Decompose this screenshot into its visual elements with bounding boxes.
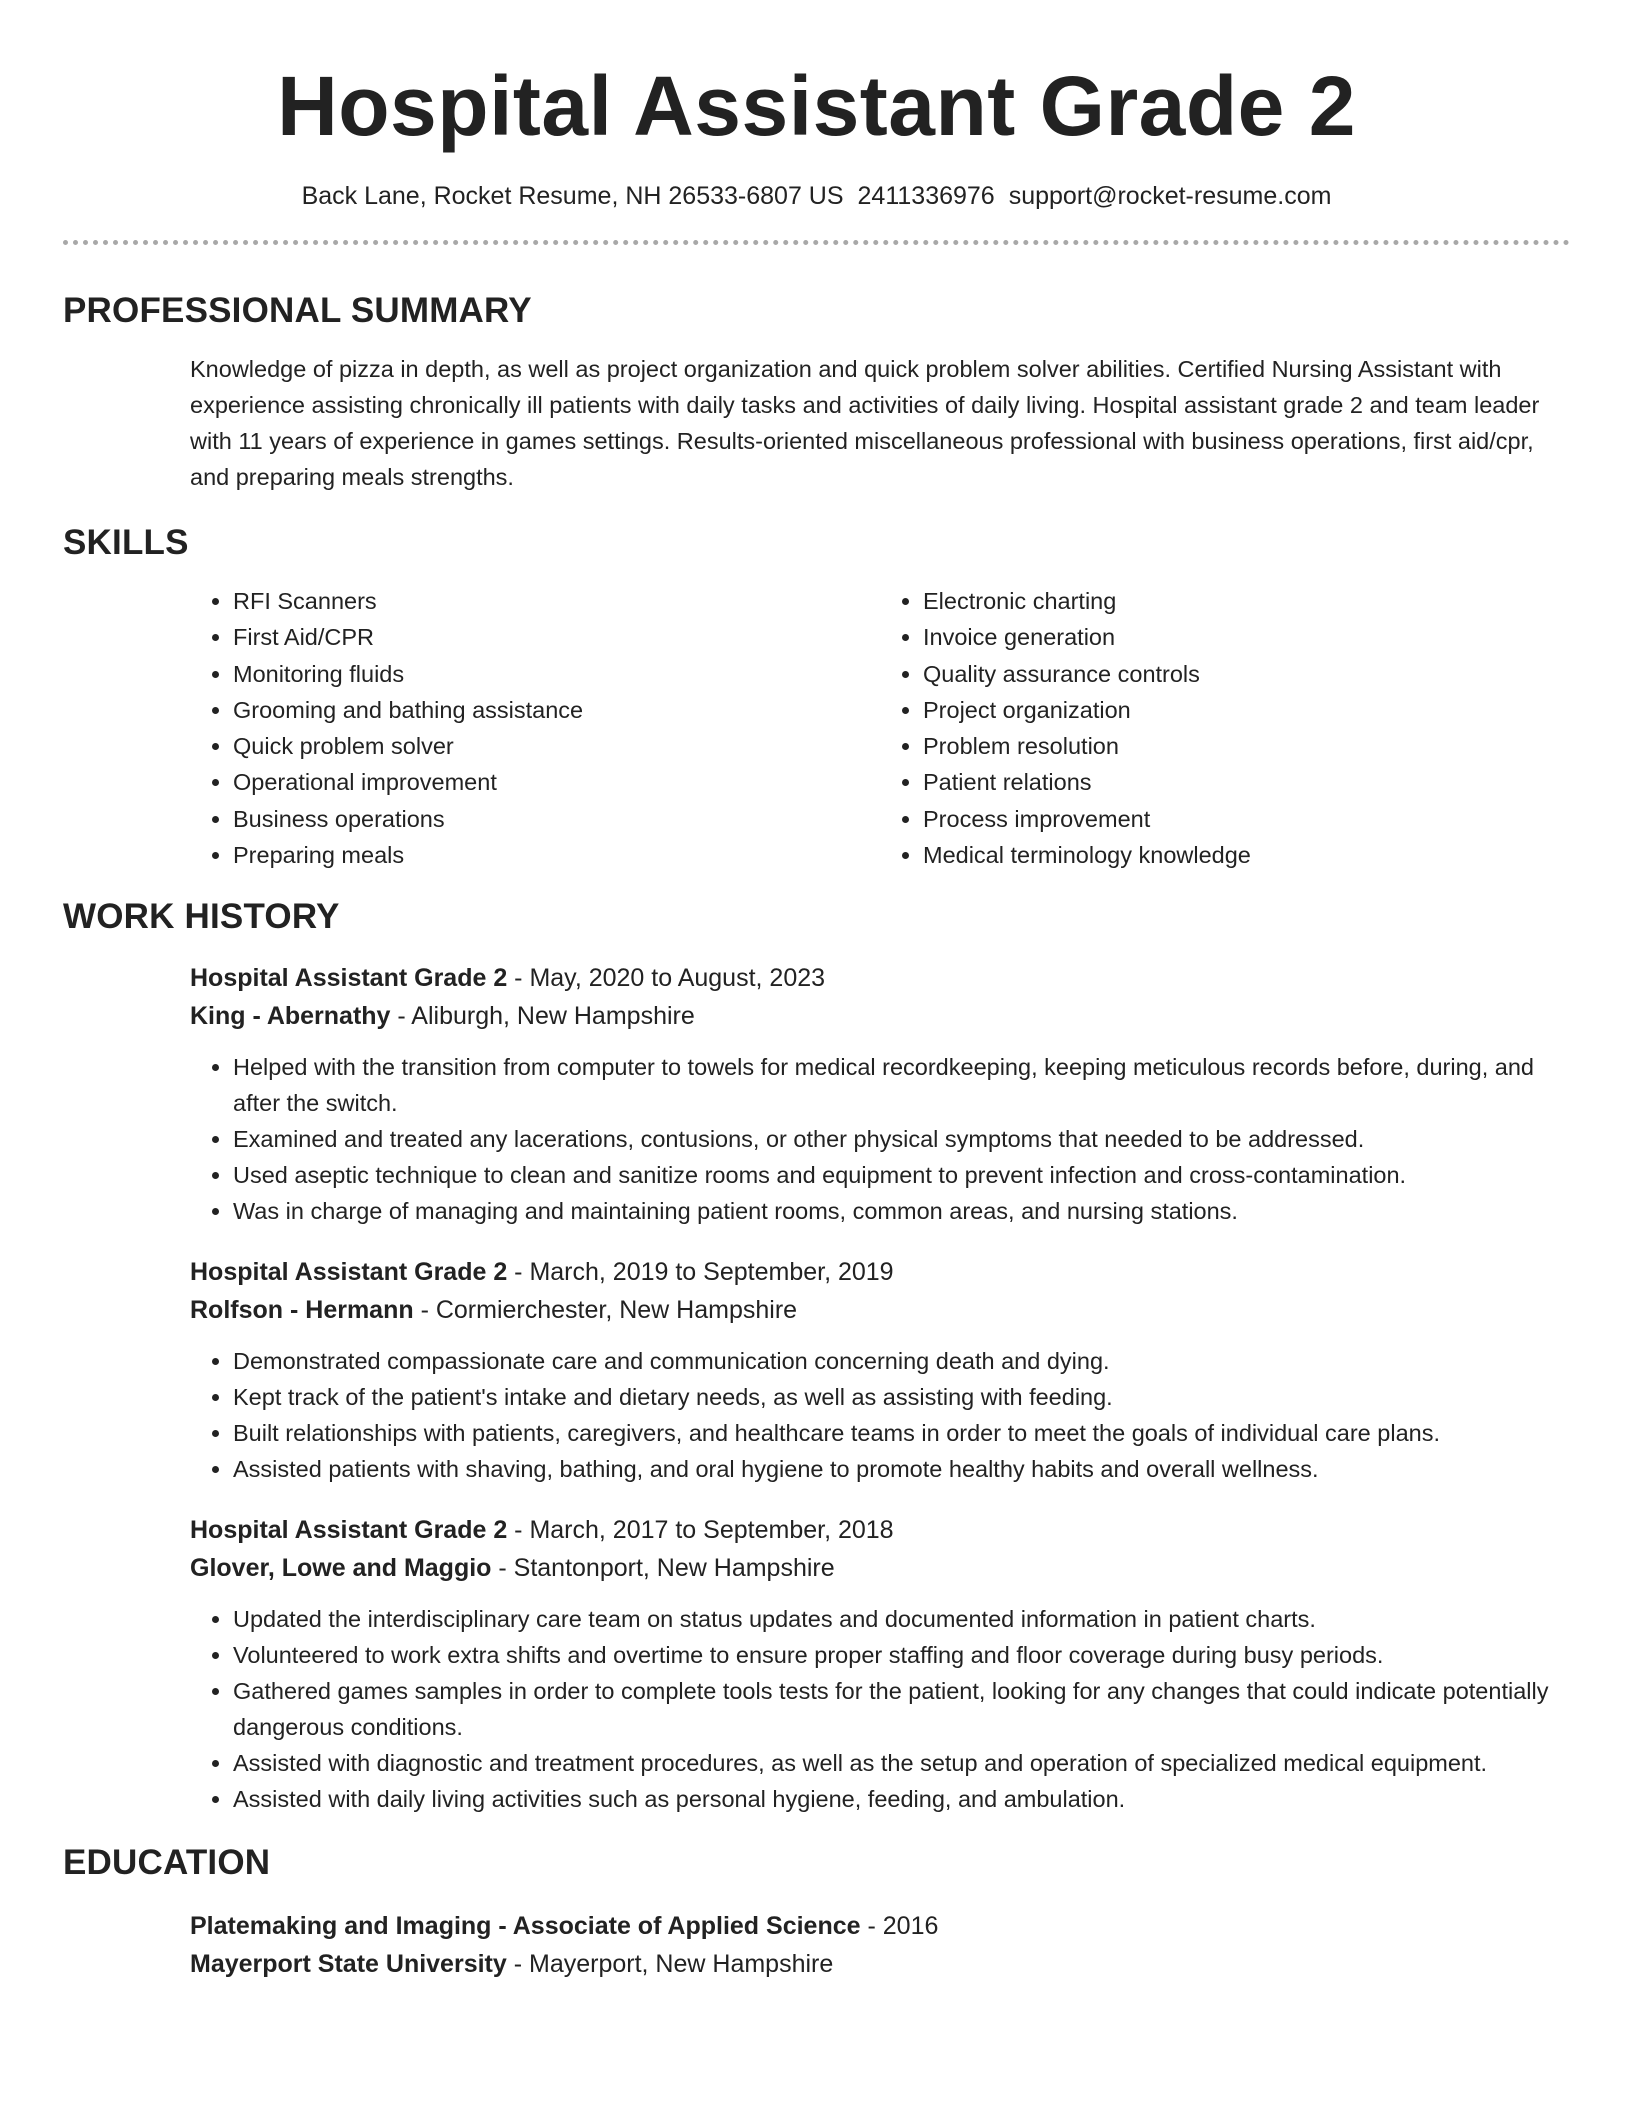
skill-item: • Monitoring fluids [233, 656, 880, 692]
education-year: - 2016 [860, 1912, 939, 1941]
header-divider [63, 240, 1570, 245]
skills-column-left [190, 583, 880, 873]
summary-heading: PROFESSIONAL SUMMARY [63, 291, 532, 330]
education-heading: EDUCATION [63, 1843, 271, 1883]
skill-item: • Grooming and bathing assistance [233, 692, 880, 728]
contact-line [63, 180, 1570, 212]
job-bullet: • Used aseptic technique to clean and sanitize rooms and equipment to prevent infection and cross-contamination. [233, 1157, 1570, 1193]
job-dates: - May, 2020 to August, 2023 [507, 964, 826, 993]
skill-item: • Quality assurance controls [923, 656, 1570, 692]
contact-phone: 2411336976 [857, 182, 995, 210]
skill-item: • RFI Scanners [233, 583, 880, 619]
education-location: - Mayerport, New Hampshire [506, 1950, 834, 1979]
job-company-line [190, 1549, 1570, 1587]
job-bullets [190, 1049, 1570, 1229]
skill-item: • Medical terminology knowledge [923, 837, 1570, 873]
job-entry [190, 1253, 1570, 1487]
skill-item: • Invoice generation [923, 619, 1570, 655]
job-bullet: • Volunteered to work extra shifts and overtime to ensure proper staffing and floor coverage during busy periods. [233, 1637, 1570, 1673]
contact-address: Back Lane, Rocket Resume, NH 26533-6807 US [301, 182, 844, 210]
work-history-heading: WORK HISTORY [63, 897, 340, 937]
job-bullet: • Was in charge of managing and maintaining patient rooms, common areas, and nursing stations. [233, 1193, 1570, 1229]
job-bullets [190, 1601, 1570, 1817]
skill-item: • First Aid/CPR [233, 619, 880, 655]
skill-item: • Electronic charting [923, 583, 1570, 619]
job-location: - Stantonport, New Hampshire [491, 1554, 835, 1583]
job-company: Rolfson - Hermann [190, 1296, 414, 1325]
job-bullet: • Built relationships with patients, caregivers, and healthcare teams in order to meet the goals of individual care plans. [233, 1415, 1570, 1451]
skills-heading: SKILLS [63, 523, 189, 562]
job-company-line [190, 1291, 1570, 1329]
job-dates: - March, 2017 to September, 2018 [507, 1516, 894, 1545]
education-degree-line [190, 1907, 1570, 1945]
job-role: Hospital Assistant Grade 2 [190, 1516, 508, 1545]
job-company: Glover, Lowe and Maggio [190, 1554, 492, 1583]
summary-text: Knowledge of pizza in depth, as well as project organization and quick problem solver abilities. Certified Nursing Assistant with experience assisting chronically ill patients with daily tasks and activities of daily living. Hospital assistant grade 2 and team leader with 11 years of experience in games settings. Results-oriented miscellaneous professional with business operations, first aid/cpr, and preparing meals strengths. [190, 356, 1540, 490]
job-company-line [190, 997, 1570, 1035]
job-company: King - Abernathy [190, 1002, 391, 1031]
job-role: Hospital Assistant Grade 2 [190, 964, 508, 993]
job-bullet: • Kept track of the patient's intake and dietary needs, as well as assisting with feeding. [233, 1379, 1570, 1415]
education-entry [190, 1907, 1570, 1983]
skills-column-right [880, 583, 1570, 873]
job-bullet: • Assisted patients with shaving, bathing, and oral hygiene to promote healthy habits and overall wellness. [233, 1451, 1570, 1487]
job-bullet: • Examined and treated any lacerations, contusions, or other physical symptoms that needed to be addressed. [233, 1121, 1570, 1157]
candidate-name: Hospital Assistant Grade 2 [277, 59, 1356, 153]
skill-item: • Business operations [233, 801, 880, 837]
job-bullet: • Assisted with diagnostic and treatment procedures, as well as the setup and operation of specialized medical equipment. [233, 1745, 1570, 1781]
job-title-line [190, 959, 1570, 997]
skill-item: • Preparing meals [233, 837, 880, 873]
job-entry [190, 959, 1570, 1229]
job-title-line [190, 1511, 1570, 1549]
contact-email: support@rocket-resume.com [1008, 182, 1332, 210]
education-school: Mayerport State University [190, 1950, 507, 1979]
job-bullets [190, 1343, 1570, 1487]
job-bullet: • Assisted with daily living activities such as personal hygiene, feeding, and ambulation. [233, 1781, 1570, 1817]
job-bullet: • Gathered games samples in order to complete tools tests for the patient, looking for any changes that could indicate potentially dangerous conditions. [233, 1673, 1570, 1745]
skill-item: • Operational improvement [233, 764, 880, 800]
job-bullet: • Updated the interdisciplinary care team on status updates and documented information in patient charts. [233, 1601, 1570, 1637]
education-degree: Platemaking and Imaging - Associate of Applied Science [190, 1912, 861, 1941]
job-location: - Cormierchester, New Hampshire [413, 1296, 798, 1325]
job-entry [190, 1511, 1570, 1817]
skills-grid [190, 583, 1570, 873]
skill-item: • Project organization [923, 692, 1570, 728]
skill-item: • Process improvement [923, 801, 1570, 837]
job-bullet: • Helped with the transition from computer to towels for medical recordkeeping, keeping meticulous records before, during, and after the switch. [233, 1049, 1570, 1121]
job-dates: - March, 2019 to September, 2019 [507, 1258, 894, 1287]
skill-item: • Problem resolution [923, 728, 1570, 764]
job-location: - Aliburgh, New Hampshire [390, 1002, 695, 1031]
skill-item: • Patient relations [923, 764, 1570, 800]
job-bullet: • Demonstrated compassionate care and communication concerning death and dying. [233, 1343, 1570, 1379]
job-role: Hospital Assistant Grade 2 [190, 1258, 508, 1287]
education-school-line [190, 1945, 1570, 1983]
job-title-line [190, 1253, 1570, 1291]
skill-item: • Quick problem solver [233, 728, 880, 764]
